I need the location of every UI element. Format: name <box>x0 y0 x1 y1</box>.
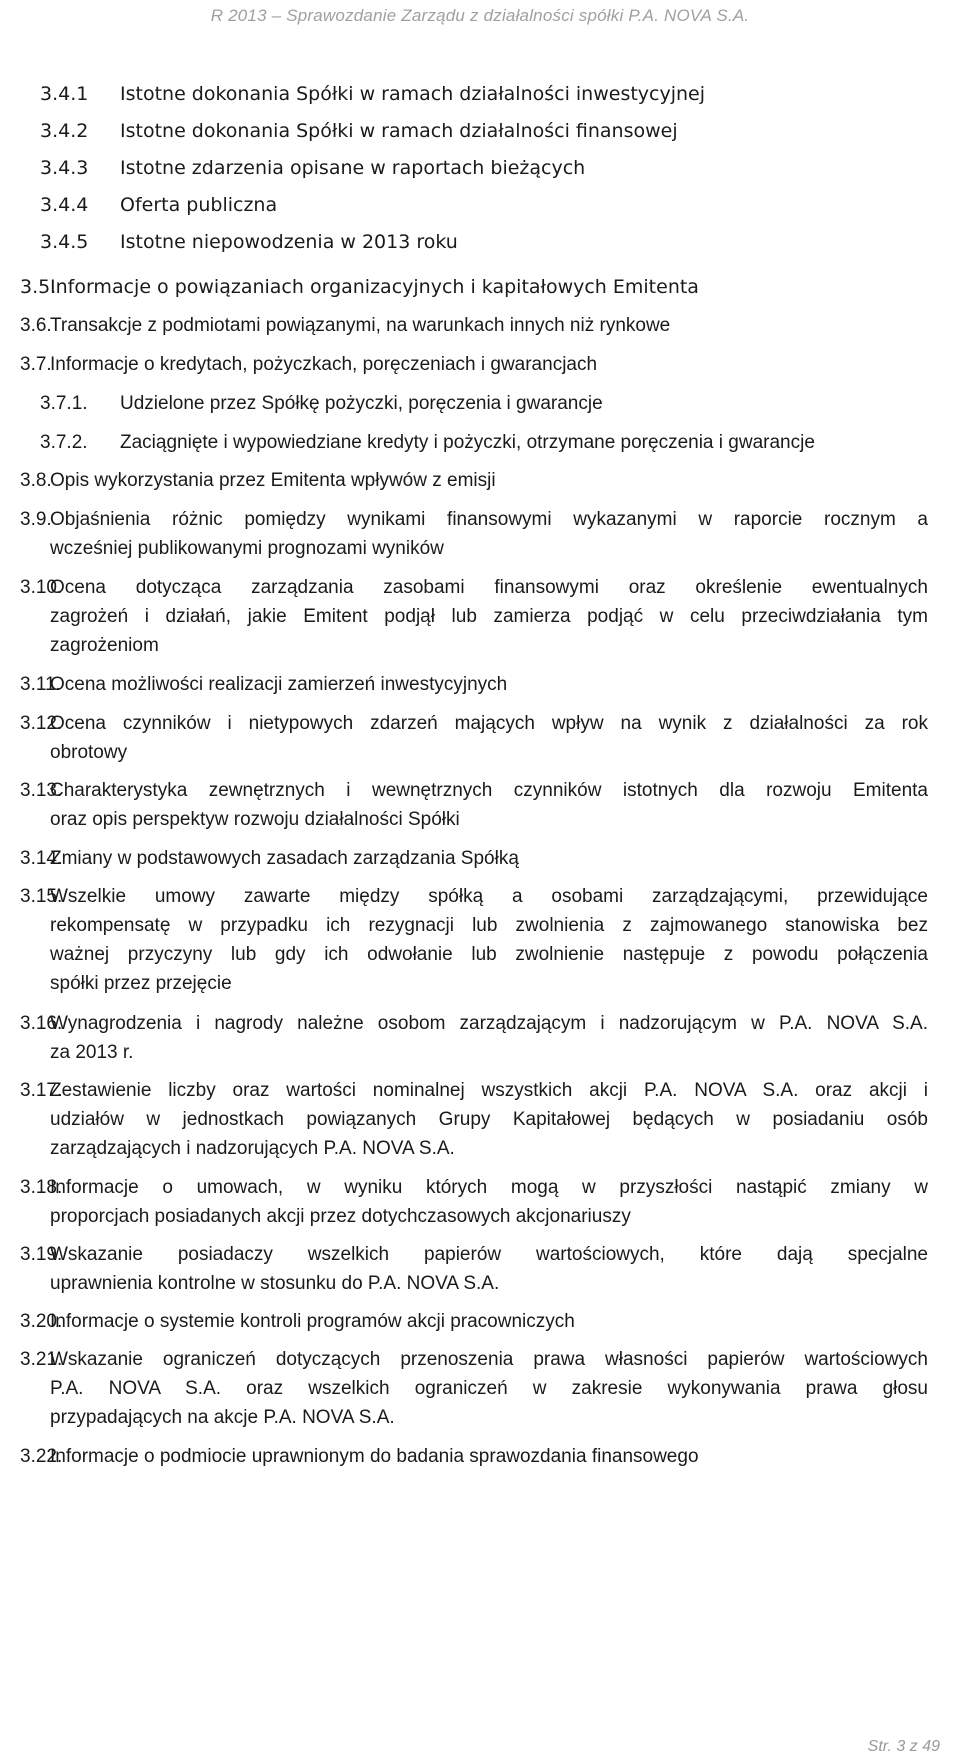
toc-entry-title-line: spółki przez przejęcie <box>50 973 232 994</box>
toc-entry-title-line: Informacje o umowach, w wyniku których mogą w przyszłości nastąpić zmiany w <box>50 1177 928 1198</box>
toc-entry <box>20 466 928 495</box>
toc-entry-number: 3.14. <box>20 848 63 869</box>
toc-entry <box>20 573 928 660</box>
toc-entry-title <box>50 882 928 998</box>
toc-entry-title-line: Wynagrodzenia i nagrody należne osobom zarządzającym i nadzorującym w P.A. NOVA S.A. <box>50 1013 928 1034</box>
toc-entry-number: 3.4.2 <box>40 120 89 142</box>
toc-entry-number: 3.6. <box>20 315 52 336</box>
toc-entry-number: 3.13. <box>20 780 63 801</box>
toc-entry-title-line: Wszelkie umowy zawarte między spółką a osobami zarządzającymi, przewidujące <box>50 886 928 907</box>
toc-entry <box>20 1009 928 1067</box>
toc-entry-title-line: Ocena dotycząca zarządzania zasobami finansowymi oraz określenie ewentualnych <box>50 577 928 598</box>
toc-entry-title: Informacje o podmiocie uprawnionym do badania sprawozdania finansowego <box>50 1446 699 1467</box>
toc-entry <box>20 1345 928 1432</box>
toc-entry-title <box>50 1009 928 1067</box>
toc-entry-number: 3.4.3 <box>40 157 89 179</box>
toc-entry <box>20 311 928 340</box>
toc-entry-number: 3.7.1. <box>40 393 88 414</box>
toc-entry-title <box>50 1173 928 1231</box>
toc-entry <box>20 273 928 302</box>
toc-entry-number: 3.20. <box>20 1311 63 1332</box>
toc-entry-title-line: Charakterystyka zewnętrznych i wewnętrznych czynników istotnych dla rozwoju Emitenta <box>50 780 928 801</box>
toc-entry <box>20 709 928 767</box>
toc-entry-number: 3.15. <box>20 886 63 907</box>
toc-entry <box>20 350 928 379</box>
toc-entry-title-line: zagrożeniom <box>50 635 159 656</box>
toc-entry-title: Zmiany w podstawowych zasadach zarządzania Spółką <box>50 848 519 869</box>
toc-entry <box>40 389 928 418</box>
toc-entry-title-line: zagrożeń i działań, jakie Emitent podjął lub zamierza podjąć w celu przeciwdziałania tym <box>50 606 928 627</box>
toc-entry-title-line: za 2013 r. <box>50 1042 134 1063</box>
toc-entry-number: 3.11. <box>20 674 61 695</box>
toc-entry-number: 3.8. <box>20 470 52 491</box>
toc-entry-title-line: rekompensatę w przypadku ich rezygnacji lub zwolnienia z zajmowanego stanowiska bez <box>50 915 928 936</box>
toc-entry-number: 3.22. <box>20 1446 63 1467</box>
toc-entry-title-line: P.A. NOVA S.A. oraz wszelkich ograniczeń w zakresie wykonywania prawa głosu <box>50 1378 928 1399</box>
page-header: R 2013 – Sprawozdanie Zarządu z działalności spółki P.A. NOVA S.A. <box>210 6 750 25</box>
toc-entry-title-line: Wskazanie ograniczeń dotyczących przenoszenia prawa własności papierów wartościowych <box>50 1349 928 1370</box>
toc-entry-title: Istotne zdarzenia opisane w raportach bieżących <box>120 157 586 179</box>
toc-entry-title <box>50 505 928 563</box>
toc-entry-number: 3.17. <box>20 1080 63 1101</box>
toc-entry <box>20 1307 928 1336</box>
toc-entry-title-line: proporcjach posiadanych akcji przez dotychczasowych akcjonariuszy <box>50 1206 631 1227</box>
toc-entry-title: Istotne dokonania Spółki w ramach działalności finansowej <box>120 120 678 142</box>
toc-entry <box>40 228 928 257</box>
toc-entry-title-line: Zestawienie liczby oraz wartości nominalnej wszystkich akcji P.A. NOVA S.A. oraz akcji i <box>50 1080 928 1101</box>
toc-entry-title: Informacje o kredytach, pożyczkach, poręczeniach i gwarancjach <box>50 354 598 375</box>
toc-entry-title-line: zarządzających i nadzorujących P.A. NOVA S.A. <box>50 1138 455 1159</box>
toc-entry-title-line: Wskazanie posiadaczy wszelkich papierów wartościowych, które dają specjalne <box>50 1244 928 1265</box>
toc-entry-title <box>50 709 928 767</box>
toc-entry <box>20 1240 928 1298</box>
toc-entry-title: Informacje o systemie kontroli programów akcji pracowniczych <box>50 1311 575 1332</box>
toc-entry-number: 3.7. <box>20 354 52 375</box>
toc-entry-title <box>50 776 928 834</box>
toc-entry-number: 3.18. <box>20 1177 63 1198</box>
toc-entry-title-line: obrotowy <box>50 742 128 763</box>
toc-entry <box>40 117 928 146</box>
toc-entry <box>20 776 928 834</box>
toc-entry-title <box>50 1240 928 1298</box>
toc-entry-title: Transakcje z podmiotami powiązanymi, na warunkach innych niż rynkowe <box>50 315 671 336</box>
toc-entry-title-line: przypadających na akcje P.A. NOVA S.A. <box>50 1407 395 1428</box>
toc-entry-title <box>50 1076 928 1163</box>
toc-entry <box>40 154 928 183</box>
toc-entry-title: Ocena możliwości realizacji zamierzeń inwestycyjnych <box>50 674 508 695</box>
toc-entry-number: 3.16. <box>20 1013 63 1034</box>
toc-entry-title: Istotne dokonania Spółki w ramach działalności inwestycyjnej <box>120 83 706 105</box>
toc-entry-title-line: udziałów w jednostkach powiązanych Grupy Kapitałowej będących w posiadaniu osób <box>50 1109 928 1130</box>
toc-entry-title: Oferta publiczna <box>120 194 278 216</box>
toc-entry-title-line: oraz opis perspektyw rozwoju działalności Spółki <box>50 809 460 830</box>
toc-entry-title-line: ważnej przyczyny lub gdy ich odwołanie lub zwolnienie następuje z powodu połączenia <box>50 944 928 965</box>
toc-entry-title: Udzielone przez Spółkę pożyczki, poręczenia i gwarancje <box>120 393 603 414</box>
toc-entry-title-line: uprawnienia kontrolne w stosunku do P.A. NOVA S.A. <box>50 1273 500 1294</box>
toc-entry <box>20 505 928 563</box>
toc-entry <box>20 1076 928 1163</box>
toc-entry-title: Istotne niepowodzenia w 2013 roku <box>120 231 458 253</box>
toc-entry-title: Informacje o powiązaniach organizacyjnych i kapitałowych Emitenta <box>50 276 699 298</box>
toc-entry-number: 3.19. <box>20 1244 63 1265</box>
toc-entry <box>20 1173 928 1231</box>
toc-entry-number: 3.9. <box>20 509 52 530</box>
toc-entry-number: 3.7.2. <box>40 432 88 453</box>
toc-entry-number: 3.5. <box>20 276 57 298</box>
toc-entry-title-line: wcześniej publikowanymi prognozami wyników <box>50 538 444 559</box>
toc-entry-title-line: Ocena czynników i nietypowych zdarzeń mających wpływ na wynik z działalności za rok <box>50 713 928 734</box>
page-number: Str. 3 z 49 <box>867 1738 940 1755</box>
toc-entry-number: 3.4.5 <box>40 231 89 253</box>
toc-entry-title: Opis wykorzystania przez Emitenta wpływów z emisji <box>50 470 496 491</box>
toc-entry <box>20 844 928 873</box>
toc-entry-number: 3.4.1 <box>40 83 89 105</box>
toc-entry-title-line: Objaśnienia różnic pomiędzy wynikami finansowymi wykazanymi w raporcie rocznym a <box>50 509 928 530</box>
toc-entry-title <box>50 573 928 660</box>
toc-entry-number: 3.10. <box>20 577 63 598</box>
toc-entry <box>40 80 928 109</box>
toc-entry-title: Zaciągnięte i wypowiedziane kredyty i pożyczki, otrzymane poręczenia i gwarancje <box>120 432 815 453</box>
toc-entry-number: 3.21. <box>20 1349 63 1370</box>
toc-entry <box>20 882 928 998</box>
toc-entry <box>40 191 928 220</box>
toc-entry-number: 3.4.4 <box>40 194 89 216</box>
toc-entry-number: 3.12. <box>20 713 63 734</box>
toc-entry <box>20 670 928 699</box>
toc-entry <box>40 428 928 457</box>
toc-entry <box>20 1442 928 1471</box>
toc-entry-title <box>50 1345 928 1432</box>
